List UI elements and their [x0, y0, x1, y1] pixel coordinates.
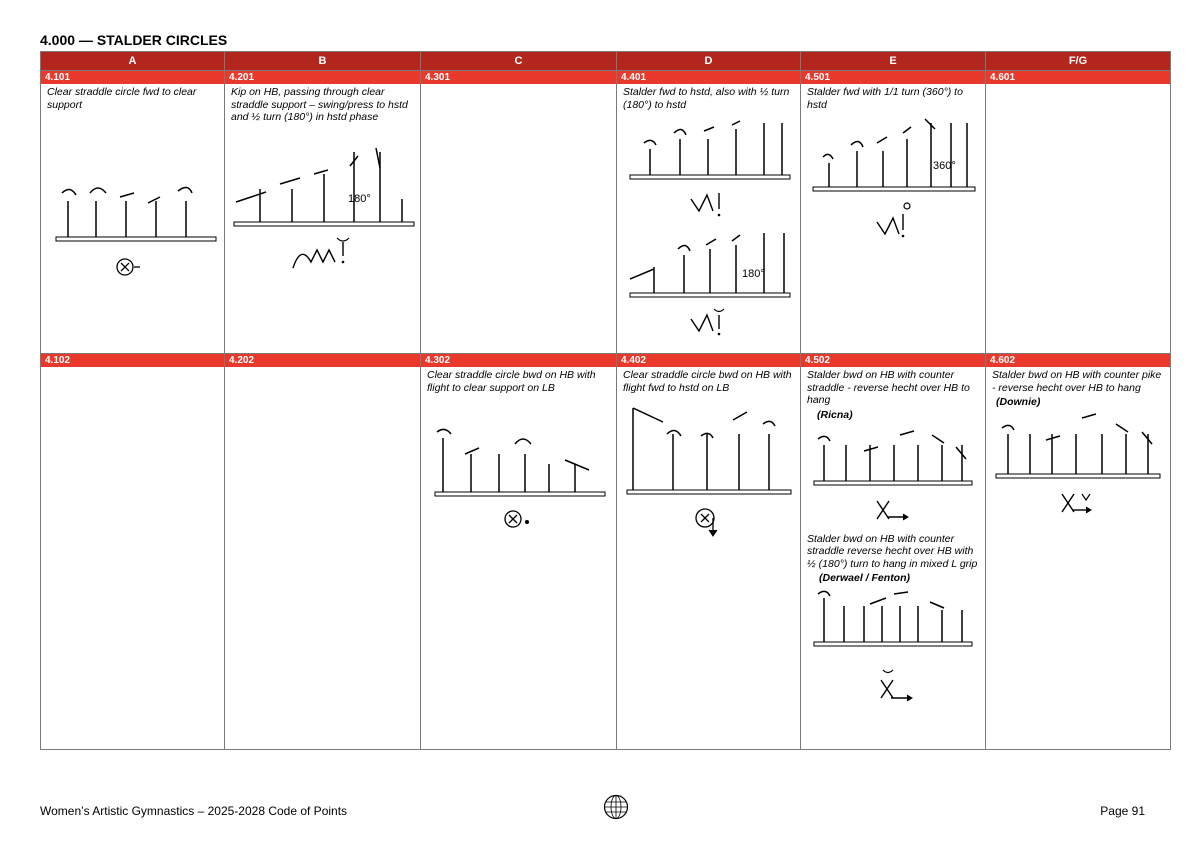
column-header-row	[41, 52, 1171, 71]
skill-description: Clear straddle circle fwd to clear support	[47, 86, 197, 111]
skill-cell-4201	[225, 71, 421, 354]
page-number: Page 91	[1100, 804, 1145, 818]
skill-description: Kip on HB, passing through clear straddle support – swing/press to hstd and ½ turn (180°) in hstd phase	[231, 86, 408, 123]
skill-code: 4.101	[41, 71, 224, 84]
skill-illustration	[807, 115, 979, 200]
skill-symbol	[863, 200, 923, 240]
skill-cell-4202	[225, 354, 421, 750]
turn-angle-label: 360°	[933, 160, 956, 172]
skill-illustration	[624, 119, 794, 189]
skill-illustration	[623, 404, 795, 504]
skill-cell-4602	[986, 354, 1171, 750]
turn-angle-label: 180°	[741, 268, 765, 280]
skill-description: Clear straddle circle bwd on HB with flight fwd to hstd on LB	[623, 369, 792, 394]
skill-description: Stalder fwd with 1/1 turn (360°) to hstd	[807, 86, 963, 111]
skill-code: 4.202	[225, 354, 420, 367]
column-header-c: C	[421, 52, 617, 71]
skill-illustration	[230, 144, 416, 234]
skill-code: 4.201	[225, 71, 420, 84]
skill-code: 4.601	[986, 71, 1170, 84]
skill-code: 4.602	[986, 354, 1170, 367]
column-header-d: D	[617, 52, 801, 71]
skill-symbol	[283, 234, 363, 274]
skills-table	[40, 51, 1171, 750]
skill-code: 4.401	[617, 71, 800, 84]
skill-illustration	[429, 424, 609, 504]
turn-angle-label: 180°	[347, 192, 371, 205]
gymnast-name: (Ricna)	[817, 408, 853, 421]
skill-description	[41, 367, 224, 369]
skill-description: Stalder bwd on HB with counter straddle - reverse hecht over HB to hang	[807, 369, 970, 406]
skill-cell-4302	[421, 354, 617, 750]
skill-cell-4402	[617, 354, 801, 750]
skill-symbol-variant	[863, 668, 923, 708]
skill-row-2	[41, 354, 1171, 750]
skill-description	[421, 84, 616, 86]
column-header-b: B	[225, 52, 421, 71]
skill-row-1	[41, 71, 1171, 354]
fig-globe-logo-icon	[603, 794, 629, 820]
skill-illustration	[48, 173, 218, 248]
skill-code: 4.301	[421, 71, 616, 84]
skill-illustration-variant	[810, 586, 976, 654]
skill-description: Stalder fwd to hstd, also with ½ turn (180°) to hstd	[623, 86, 790, 111]
skill-code: 4.502	[801, 354, 985, 367]
skill-description: Clear straddle circle bwd on HB with flight to clear support on LB	[427, 369, 596, 394]
skill-illustration	[810, 425, 976, 495]
skill-illustration-half-turn	[624, 227, 794, 307]
skill-symbol	[1048, 488, 1108, 518]
skill-code: 4.302	[421, 354, 616, 367]
skill-cell-4502	[801, 354, 986, 750]
skill-cell-4101	[41, 71, 225, 354]
skill-cell-4301	[421, 71, 617, 354]
gymnast-name: (Downie)	[996, 396, 1041, 408]
skill-symbol	[489, 504, 549, 534]
skill-description	[986, 84, 1170, 86]
skill-code: 4.102	[41, 354, 224, 367]
skill-symbol-half-turn	[679, 307, 739, 337]
skill-cell-4401	[617, 71, 801, 354]
column-header-a: A	[41, 52, 225, 71]
skill-description: Stalder bwd on HB with counter pike - reverse hecht over HB to hang	[992, 369, 1162, 394]
skill-symbol	[679, 189, 739, 219]
skill-symbol	[863, 495, 923, 525]
skill-description-variant: Stalder bwd on HB with counter straddle reverse hecht over HB with ½ (180°) turn to hang in mixed L grip	[807, 532, 978, 570]
skill-cell-4601	[986, 71, 1171, 354]
skill-cell-4501	[801, 71, 986, 354]
skill-description	[225, 367, 420, 369]
column-header-fg: F/G	[986, 52, 1171, 71]
column-header-e: E	[801, 52, 986, 71]
skill-cell-4102	[41, 354, 225, 750]
page-title: 4.000 — STALDER CIRCLES	[40, 32, 228, 48]
gymnast-name-variant: (Derwael / Fenton)	[819, 572, 911, 584]
footer-document-title: Women’s Artistic Gymnastics – 2025-2028 Code of Points	[40, 804, 348, 818]
skill-symbol	[103, 252, 163, 282]
skill-code: 4.402	[617, 354, 800, 367]
skill-symbol	[679, 504, 739, 540]
skill-illustration	[992, 412, 1164, 488]
skill-code: 4.501	[801, 71, 985, 84]
